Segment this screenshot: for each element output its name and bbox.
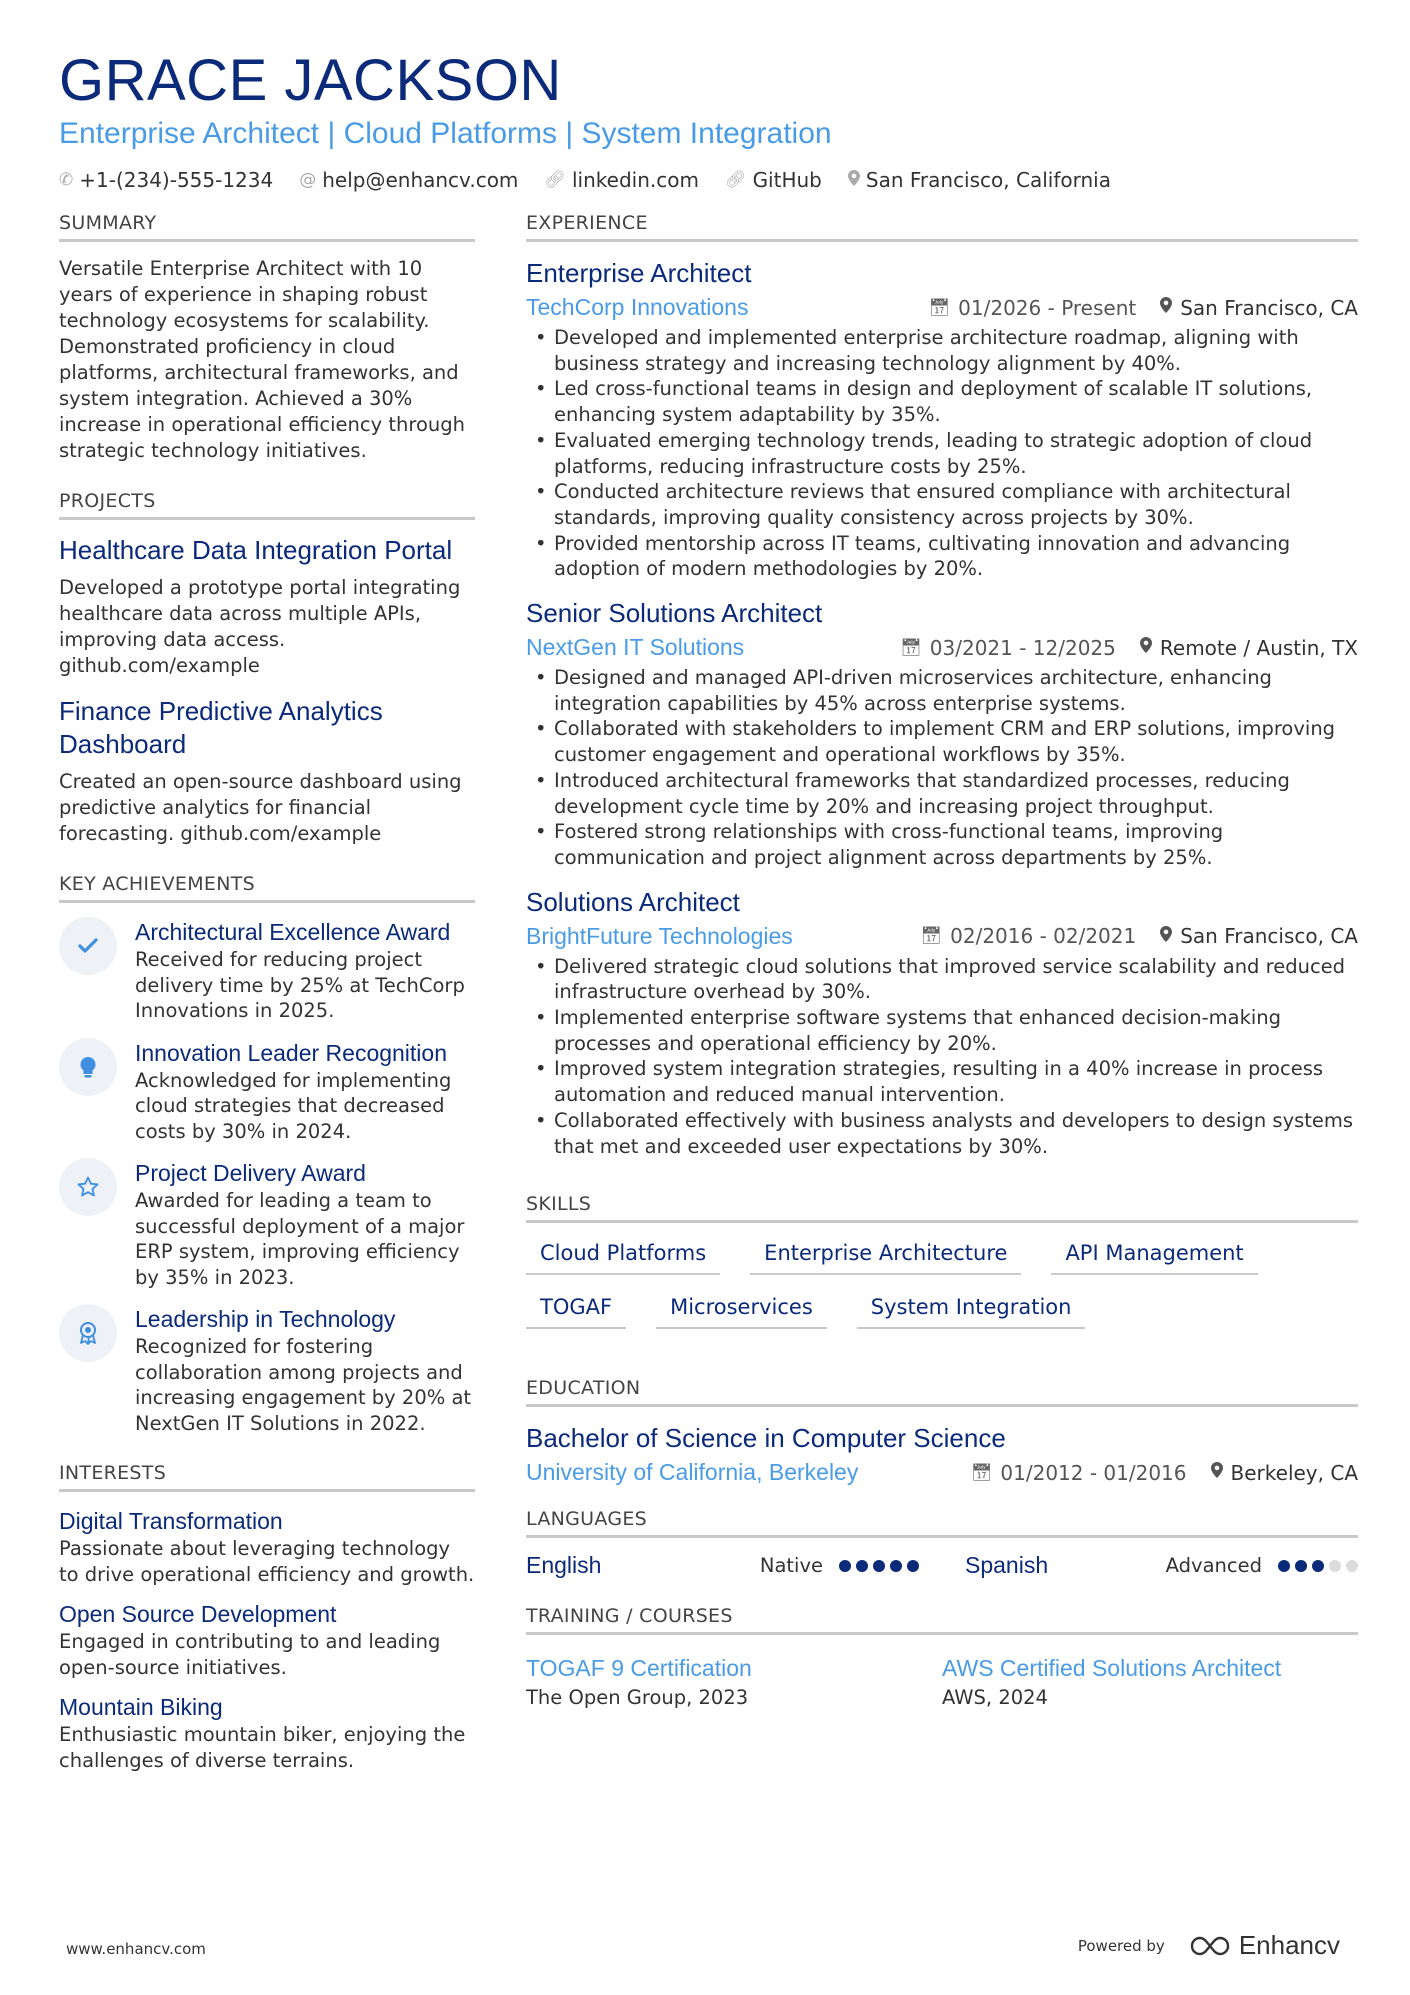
job-location: San Francisco, CA (1180, 295, 1358, 320)
school-name: University of California, Berkeley (526, 1459, 859, 1486)
skill-tag: System Integration (857, 1291, 1086, 1329)
courses-list (526, 1649, 1358, 1713)
calendar-icon: 📅︎ (920, 926, 943, 947)
contact-email[interactable] (299, 168, 518, 192)
projects-heading: PROJECTS (59, 490, 475, 520)
language-rating (1278, 1560, 1358, 1572)
bullet-item: • Collaborated with stakeholders to implement CRM and ERP solutions, improving customer engagement and operational workflows by 35%. (526, 716, 1358, 767)
course-item (942, 1649, 1358, 1713)
company-name: NextGen IT Solutions (526, 634, 745, 661)
calendar-icon: 📅︎ (928, 297, 951, 318)
job-entry (526, 596, 1358, 871)
bullet-item: • Fostered strong relationships with cross-functional teams, improving communication and project alignment across departments by 25%. (526, 819, 1358, 870)
degree-title: Bachelor of Science in Computer Science (526, 1423, 1006, 1454)
company-name: BrightFuture Technologies (526, 922, 793, 949)
rating-dot (856, 1560, 868, 1572)
skill-tag: Enterprise Architecture (750, 1237, 1021, 1275)
achievement-item (59, 917, 475, 1024)
summary-text: Versatile Enterprise Architect with 10 years of experience in shaping robust technology ecosystems for scalability. Demonstrated proficiency in cloud platforms, architectural frameworks, and system integration. Achieved a 30% increase in operational efficiency through strategic technology initiatives. (59, 257, 465, 462)
interest-description: Passionate about leveraging technology to drive operational efficiency and growth. (59, 1537, 475, 1586)
rating-dot (873, 1560, 885, 1572)
course-title: TOGAF 9 Certification (526, 1655, 752, 1682)
rating-dot (907, 1560, 919, 1572)
interest-item (59, 1506, 475, 1587)
contact-github[interactable] (725, 168, 822, 192)
interest-title: Digital Transformation (59, 1508, 283, 1534)
at-icon: @ (299, 170, 317, 190)
interests-heading: INTERESTS (59, 1462, 475, 1492)
location-icon (1140, 637, 1152, 658)
job-title: Solutions Architect (526, 886, 740, 917)
achievement-description: Awarded for leading a team to successful deployment of a major ERP system, improving efficiency by 35% in 2023. (135, 1189, 465, 1289)
language-level: Advanced (1165, 1554, 1262, 1578)
checkmark-icon (59, 917, 117, 975)
interest-item (59, 1692, 475, 1773)
project-item (59, 695, 475, 847)
calendar-icon: 📅︎ (970, 1462, 993, 1483)
job-bullets (526, 325, 1358, 582)
rating-dot (1346, 1560, 1358, 1572)
interest-item (59, 1599, 475, 1680)
rating-dot (890, 1560, 902, 1572)
job-title: Senior Solutions Architect (526, 598, 823, 629)
contact-phone[interactable] (59, 168, 273, 192)
skills-heading: SKILLS (526, 1193, 1358, 1223)
footer-website[interactable]: www.enhancv.com (66, 1940, 206, 1958)
skill-tag: API Management (1051, 1237, 1257, 1275)
bullet-item: • Collaborated effectively with business analysts and developers to design systems that met and exceeded user expectations by 30%. (526, 1108, 1358, 1159)
rating-dot (839, 1560, 851, 1572)
contact-linkedin[interactable] (544, 168, 699, 192)
language-name: Spanish (965, 1552, 1049, 1579)
location-icon (1160, 297, 1172, 318)
achievement-title: Project Delivery Award (135, 1160, 366, 1186)
summary-heading: SUMMARY (59, 212, 475, 242)
project-description: Created an open-source dashboard using predictive analytics for financial forecasting. github.com/example (59, 770, 462, 845)
bullet-item: • Evaluated emerging technology trends, leading to strategic adoption of cloud platforms, reducing infrastructure costs by 25%. (526, 428, 1358, 479)
contact-bar (59, 168, 1359, 192)
languages-heading: LANGUAGES (526, 1508, 1358, 1538)
resume-header (59, 48, 1359, 192)
courses-heading: TRAINING / COURSES (526, 1605, 1358, 1635)
rating-dot (1329, 1560, 1341, 1572)
bullet-item: • Delivered strategic cloud solutions that improved service scalability and reduced infrastructure overhead by 30%. (526, 954, 1358, 1005)
location-icon (1160, 926, 1172, 947)
star-icon (59, 1158, 117, 1216)
phone-icon: ✆ (59, 170, 74, 190)
contact-text: +1-(234)-555-1234 (79, 168, 274, 192)
calendar-icon: 📅︎ (900, 637, 922, 658)
languages-list (526, 1552, 1358, 1579)
course-title: AWS Certified Solutions Architect (942, 1655, 1282, 1682)
education-heading: EDUCATION (526, 1377, 1358, 1407)
footer-branding (1078, 1930, 1340, 1961)
bullet-item: • Improved system integration strategies, resulting in a 40% increase in process automation and reduced manual intervention. (526, 1056, 1358, 1107)
experience-heading: EXPERIENCE (526, 212, 1358, 242)
job-location: San Francisco, CA (1180, 924, 1358, 949)
lightbulb-icon (59, 1038, 117, 1096)
bullet-item: • Implemented enterprise software systems that enhanced decision-making processes and operational efficiency by 20%. (526, 1005, 1358, 1056)
brand-name: Enhancv (1238, 1930, 1340, 1960)
job-dates: 02/2016 - 02/2021 (950, 924, 1137, 949)
language-item (965, 1552, 1358, 1579)
company-name: TechCorp Innovations (526, 294, 749, 320)
candidate-name: GRACE JACKSON (59, 48, 562, 113)
link-icon: 🔗︎ (544, 170, 566, 190)
education-dates: 01/2012 - 01/2016 (1000, 1460, 1187, 1485)
rating-dot (1312, 1560, 1324, 1572)
achievement-title: Innovation Leader Recognition (135, 1039, 448, 1066)
achievement-description: Received for reducing project delivery time by 25% at TechCorp Innovations in 2025. (135, 948, 465, 1022)
course-provider: The Open Group, 2023 (526, 1686, 749, 1710)
language-name: English (526, 1552, 602, 1579)
course-provider: AWS, 2024 (942, 1686, 1048, 1710)
bullet-item: • Developed and implemented enterprise architecture roadmap, aligning with business strategy and increasing technology alignment by 40%. (526, 325, 1358, 376)
right-column (526, 212, 1358, 1713)
skill-tag: Cloud Platforms (526, 1237, 720, 1275)
interest-title: Mountain Biking (59, 1694, 223, 1720)
link-icon: 🔗︎ (724, 170, 747, 190)
skills-list (526, 1237, 1358, 1329)
enhancv-logo-icon (1189, 1935, 1231, 1957)
job-bullets (526, 665, 1358, 871)
job-location: Remote / Austin, TX (1159, 635, 1358, 660)
project-description: Developed a prototype portal integrating healthcare data across multiple APIs, improving data access. github.com/example (59, 576, 461, 677)
education-location: Berkeley, CA (1230, 1460, 1358, 1485)
rating-dot (1278, 1560, 1290, 1572)
contact-location (848, 168, 1111, 192)
job-title: Enterprise Architect (526, 258, 752, 288)
achievement-description: Recognized for fostering collaboration among projects and increasing engagement by 20% at NextGen IT Solutions in 2022. (135, 1335, 472, 1435)
language-item (526, 1552, 919, 1579)
achievement-title: Leadership in Technology (135, 1306, 396, 1332)
contact-text: linkedin.com (572, 168, 699, 192)
brand-logo[interactable] (1189, 1930, 1340, 1961)
bullet-item: • Introduced architectural frameworks that standardized processes, reducing development cycle time by 20% and increasing project throughput. (526, 768, 1358, 819)
left-column (59, 212, 475, 1785)
candidate-headline: Enterprise Architect | Cloud Platforms | System Integration (59, 117, 832, 150)
project-title: Healthcare Data Integration Portal (59, 535, 453, 565)
medal-icon (59, 1304, 117, 1362)
achievement-description: Acknowledged for implementing cloud strategies that decreased costs by 30% in 2024. (135, 1068, 452, 1143)
job-dates: 03/2021 - 12/2025 (929, 635, 1116, 660)
achievement-title: Architectural Excellence Award (135, 919, 451, 945)
achievement-item (59, 1158, 475, 1290)
interest-description: Engaged in contributing to and leading open-source initiatives. (59, 1630, 441, 1679)
contact-text: help@enhancv.com (322, 168, 519, 192)
job-entry (526, 256, 1358, 582)
achievement-item (59, 1304, 475, 1436)
language-level: Native (759, 1554, 823, 1578)
bullet-item: • Designed and managed API-driven microservices architecture, enhancing integration capabilities by 45% across enterprise systems. (526, 665, 1358, 716)
skill-tag: Microservices (656, 1291, 827, 1329)
education-entry (526, 1421, 1358, 1486)
location-icon (848, 170, 860, 191)
interest-title: Open Source Development (59, 1601, 337, 1627)
skill-tag: TOGAF (526, 1291, 626, 1329)
achievement-item (59, 1038, 475, 1145)
location-icon (1211, 1462, 1223, 1483)
powered-by-label: Powered by (1077, 1936, 1165, 1955)
language-rating (839, 1560, 919, 1572)
interest-description: Enthusiastic mountain biker, enjoying the challenges of diverse terrains. (59, 1723, 466, 1772)
project-item (59, 534, 475, 679)
bullet-item: • Conducted architecture reviews that ensured compliance with architectural standards, improving quality consistency across projects by 30%. (526, 479, 1358, 530)
bullet-item: • Provided mentorship across IT teams, cultivating innovation and advancing adoption of modern methodologies by 20%. (526, 531, 1358, 582)
contact-text: GitHub (752, 168, 822, 192)
rating-dot (1295, 1560, 1307, 1572)
bullet-item: • Led cross-functional teams in design and deployment of scalable IT solutions, enhancing system adaptability by 35%. (526, 376, 1358, 427)
project-title: Finance Predictive Analytics Dashboard (59, 696, 383, 759)
achievements-heading: KEY ACHIEVEMENTS (59, 873, 475, 903)
course-item (526, 1649, 942, 1713)
job-entry (526, 885, 1358, 1160)
contact-text: San Francisco, California (865, 168, 1111, 192)
job-dates: 01/2026 - Present (958, 295, 1137, 320)
job-bullets (526, 954, 1358, 1160)
